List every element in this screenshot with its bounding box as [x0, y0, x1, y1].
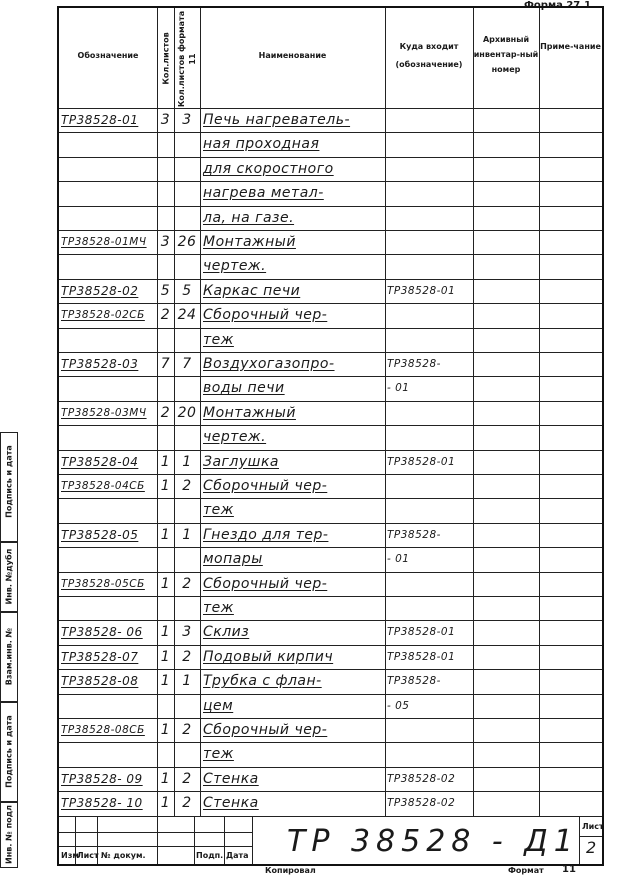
- document-sheet: [57, 6, 604, 866]
- row-sheets-count: 5: [160, 282, 171, 299]
- row-divider: [59, 791, 602, 792]
- row-sheets-count: 3: [160, 234, 171, 250]
- header-designation: Обозначение: [77, 51, 139, 60]
- row-name: Воздухогазопро-: [203, 356, 335, 372]
- row-divider: [59, 547, 602, 548]
- row-divider: [59, 669, 602, 670]
- row-name: Печь нагреватель-: [203, 112, 351, 128]
- row-divider: [59, 523, 602, 524]
- row-name: Заглушка: [203, 453, 279, 470]
- row-where-included: ТР38528-01: [387, 284, 456, 297]
- sheet-label: Лист: [582, 822, 604, 831]
- row-designation: ТР38528- 10: [61, 796, 143, 811]
- row-where-included: - 05: [387, 699, 410, 712]
- row-divider: [59, 352, 602, 353]
- header-sheets-count: Кол.листов: [161, 32, 171, 85]
- side-inv-podl: Инв. № подл: [4, 805, 14, 864]
- side-vzam-inv: Взам.инв. №: [4, 627, 14, 686]
- row-where-included: ТР38528-: [387, 675, 441, 688]
- row-divider: [59, 572, 602, 573]
- header-name: Наименование: [258, 51, 327, 60]
- col-divider-archive: [539, 8, 540, 816]
- row-name: Сборочный чер-: [203, 478, 328, 494]
- row-designation: ТР38528- 09: [61, 771, 143, 786]
- row-divider: [59, 498, 602, 499]
- row-divider: [59, 694, 602, 695]
- header-note: Приме-чание: [540, 42, 601, 51]
- row-sheets-count: 1: [160, 722, 171, 738]
- side-stamp: [0, 432, 56, 868]
- row-format11: 2: [182, 770, 192, 787]
- document-code: ТР 38528 - Д1: [287, 824, 579, 859]
- tb-list: Лист: [77, 851, 99, 860]
- row-divider: [59, 645, 602, 646]
- row-name: ла, на газе.: [203, 209, 295, 226]
- row-format11: 2: [182, 722, 192, 738]
- row-where-included: ТР38528-02: [387, 797, 456, 810]
- row-sheets-count: 1: [160, 648, 171, 665]
- row-designation: ТР38528-08: [61, 674, 139, 689]
- row-sheets-count: 1: [160, 478, 171, 494]
- row-sheets-count: 1: [160, 770, 171, 787]
- row-name: цем: [203, 697, 234, 714]
- row-divider: [59, 206, 602, 207]
- footer-format-label: Формат: [508, 866, 544, 875]
- row-name: Монтажный: [203, 404, 296, 421]
- row-divider: [59, 742, 602, 743]
- row-divider: [59, 718, 602, 719]
- row-sheets-count: 2: [160, 404, 171, 421]
- row-designation: ТР38528-02: [61, 283, 139, 298]
- titleblock-col4: [194, 816, 195, 864]
- row-name: Каркас печи: [203, 282, 301, 299]
- col-divider-where: [473, 8, 474, 816]
- row-where-included: ТР38528-: [387, 358, 441, 370]
- row-divider: [59, 401, 602, 402]
- row-name: теж: [203, 746, 234, 763]
- row-where-included: ТР38528-01: [387, 650, 456, 663]
- row-sheets-count: 1: [160, 526, 171, 543]
- row-divider: [59, 425, 602, 426]
- row-format11: 2: [182, 648, 192, 665]
- row-name: теж: [203, 600, 234, 616]
- row-designation: ТР38528-08СБ: [61, 724, 145, 736]
- row-designation: ТР38528-03: [61, 357, 139, 371]
- row-divider: [59, 132, 602, 133]
- row-format11: 20: [177, 404, 197, 421]
- row-where-included: - 01: [387, 553, 410, 566]
- row-divider: [59, 303, 602, 304]
- row-designation: ТР38528-07: [61, 649, 139, 664]
- row-format11: 1: [182, 453, 192, 470]
- row-format11: 2: [182, 795, 192, 812]
- row-name: для скоростного: [203, 160, 334, 177]
- header-format11: Кол.листов формата 11: [177, 10, 197, 108]
- row-divider: [59, 254, 602, 255]
- row-format11: 5: [182, 282, 192, 299]
- row-sheets-count: 3: [160, 112, 171, 128]
- tb-data: Дата: [226, 851, 249, 860]
- row-sheets-count: 1: [160, 624, 171, 641]
- row-format11: 1: [182, 673, 192, 690]
- row-name: Монтажный: [203, 234, 296, 250]
- row-divider: [59, 157, 602, 158]
- titleblock-divider: [252, 816, 253, 864]
- row-format11: 3: [182, 112, 192, 128]
- row-name: воды печи: [203, 380, 285, 397]
- side-sign-date-bottom: Подпись и дата: [4, 715, 14, 788]
- row-format11: 3: [182, 624, 192, 641]
- row-name: Сборочный чер-: [203, 307, 328, 324]
- row-name: Стенка: [203, 770, 259, 787]
- row-name: чертеж.: [203, 429, 267, 446]
- row-name: Трубка с флан-: [203, 673, 322, 690]
- row-designation: ТР38528- 06: [61, 625, 143, 640]
- row-divider: [59, 620, 602, 621]
- row-divider: [59, 450, 602, 451]
- row-format11: 7: [182, 356, 192, 372]
- header-divider: [59, 108, 602, 109]
- row-designation: ТР38528-01: [61, 113, 139, 127]
- titleblock-col3: [157, 816, 158, 864]
- row-name: мопары: [203, 551, 263, 568]
- row-where-included: ТР38528-01: [387, 626, 456, 639]
- row-name: теж: [203, 331, 234, 348]
- header-archive-number: Архивный инвентар-ный номер: [473, 35, 539, 74]
- tb-podp: Подп.: [196, 851, 224, 860]
- header-where-included: Куда входит (обозначение): [395, 42, 463, 69]
- row-divider: [59, 279, 602, 280]
- row-divider: [59, 376, 602, 377]
- row-divider: [59, 767, 602, 768]
- row-designation: ТР38528-04СБ: [61, 480, 145, 492]
- row-designation: ТР38528-01МЧ: [61, 236, 147, 248]
- row-name: нагрева метал-: [203, 185, 324, 202]
- row-sheets-count: 1: [160, 575, 171, 592]
- row-sheets-count: 1: [160, 795, 171, 812]
- row-name: Склиз: [203, 624, 250, 641]
- row-sheets-count: 2: [160, 307, 171, 324]
- row-name: Сборочный чер-: [203, 575, 328, 592]
- form-label: Форма 27.1: [524, 0, 592, 11]
- row-name: теж: [203, 502, 234, 519]
- row-divider: [59, 230, 602, 231]
- side-inv-dubl: Инв. №дубл: [4, 548, 14, 605]
- row-name: Сборочный чер-: [203, 722, 328, 738]
- row-format11: 2: [182, 575, 192, 592]
- row-designation: ТР38528-05: [61, 527, 139, 542]
- row-divider: [59, 181, 602, 182]
- row-name: Подовый кирпич: [203, 648, 334, 665]
- row-divider: [59, 596, 602, 597]
- row-sheets-count: 7: [160, 356, 171, 372]
- row-designation: ТР38528-02СБ: [61, 309, 145, 322]
- row-format11: 24: [177, 307, 197, 324]
- col-divider-format11: [200, 8, 201, 816]
- row-designation: ТР38528-04: [61, 454, 139, 469]
- col-divider-name: [385, 8, 386, 816]
- titleblock-top: [59, 816, 602, 817]
- row-name: ная проходная: [203, 136, 320, 153]
- sheet-number: 2: [586, 838, 597, 857]
- footer-format-value: 11: [562, 864, 576, 875]
- footer-copied: Копировал: [265, 866, 316, 875]
- row-where-included: - 01: [387, 382, 410, 395]
- row-format11: 1: [182, 526, 192, 543]
- titleblock-col5: [224, 816, 225, 864]
- tb-izm: Изм: [61, 851, 79, 860]
- row-designation: ТР38528-05СБ: [61, 577, 145, 590]
- side-sign-date-top: Подпись и дата: [4, 445, 14, 518]
- titleblock-sheet-line: [579, 836, 602, 837]
- row-designation: ТР38528-03МЧ: [61, 406, 147, 419]
- titleblock-sheet-divider: [579, 816, 580, 864]
- row-where-included: ТР38528-01: [387, 455, 456, 468]
- row-name: Стенка: [203, 795, 259, 812]
- row-divider: [59, 474, 602, 475]
- row-name: Гнездо для тер-: [203, 526, 329, 543]
- tb-doc-no: № докум.: [101, 851, 146, 860]
- row-divider: [59, 328, 602, 329]
- row-name: чертеж.: [203, 258, 267, 275]
- row-format11: 2: [182, 478, 192, 494]
- row-sheets-count: 1: [160, 673, 171, 690]
- row-where-included: ТР38528-02: [387, 772, 456, 785]
- row-where-included: ТР38528-: [387, 528, 441, 541]
- row-sheets-count: 1: [160, 453, 171, 470]
- row-format11: 26: [177, 234, 197, 250]
